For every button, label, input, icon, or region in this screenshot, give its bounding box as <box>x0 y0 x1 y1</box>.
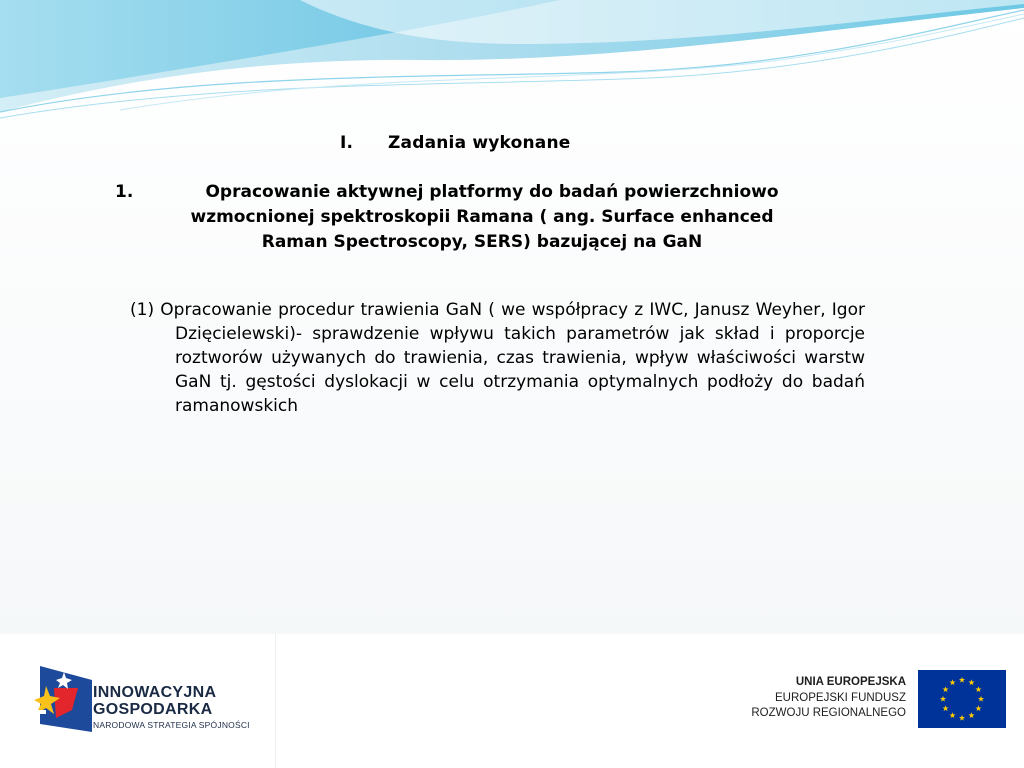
eu-logo-line-3: ROZWOJU REGIONALNEGO <box>751 707 906 719</box>
section-title: Zadania wykonane <box>388 133 571 153</box>
ig-logo-line-2: GOSPODARKA <box>93 701 213 718</box>
header-wave-decoration <box>0 0 1024 130</box>
section-heading <box>340 133 570 153</box>
ig-star-flag-icon <box>32 666 92 732</box>
eu-logo-line-2: EUROPEJSKI FUNDUSZ <box>775 692 906 704</box>
task-description: (1) Opracowanie procedur trawienia GaN ( we współpracy z IWC, Janusz Weyher, Igor Dzięcielewski)- sprawdzenie wpływu takich parametrów jak skład i proporcje roztworów używanych do trawienia, czas trawienia, wpływ właściwości warstw GaN tj. gęstości dyslokacji w celu otrzymania optymalnych podłoży do badań ramanowskich <box>130 300 865 416</box>
ig-logo-line-1: INNOWACYJNA <box>93 684 217 701</box>
footer <box>0 634 1024 768</box>
eu-logo-line-1: UNIA EUROPEJSKA <box>795 676 906 688</box>
innowacyjna-gospodarka-logo <box>0 634 275 768</box>
task-number: 1. <box>115 182 134 202</box>
section-number: I. <box>340 133 354 153</box>
task-title-line-1: Opracowanie aktywnej platformy do badań powierzchniowo <box>205 182 779 202</box>
eu-flag-icon <box>918 670 1006 728</box>
ig-logo-line-3: NARODOWA STRATEGIA SPÓJNOŚCI <box>93 720 250 730</box>
task-title-line-2: wzmocnionej spektroskopii Ramana ( ang. Surface enhanced <box>190 207 774 227</box>
task-title <box>112 180 852 255</box>
task-title-line-3: Raman Spectroscopy, SERS) bazującej na GaN <box>261 232 703 252</box>
